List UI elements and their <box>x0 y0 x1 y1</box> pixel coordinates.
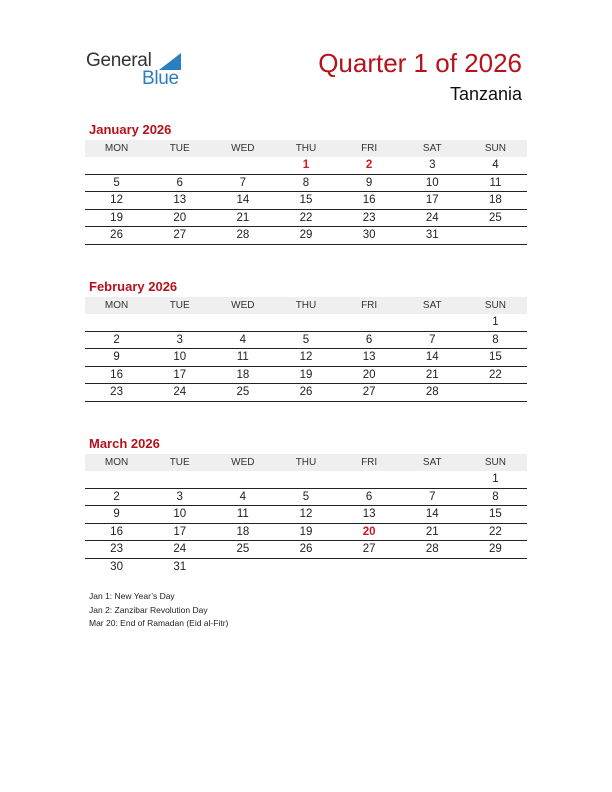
day-cell: 9 <box>113 351 120 363</box>
day-cell: 31 <box>425 229 439 241</box>
weekday-header: MON <box>104 300 129 311</box>
month-name: February 2026 <box>89 279 178 294</box>
weekday-header: WED <box>231 457 255 468</box>
week-row <box>85 524 527 542</box>
day-cell: 7 <box>429 490 436 503</box>
month-february <box>85 279 527 402</box>
day-cell: 11 <box>236 351 249 363</box>
day-cell: 5 <box>113 176 120 189</box>
day-cell <box>85 471 148 488</box>
day-cell: 6 <box>365 490 373 503</box>
weekday-header: THU <box>295 143 317 154</box>
day-cell: 20 <box>362 368 376 381</box>
day-cell: 26 <box>299 386 313 398</box>
day-cell: 27 <box>362 386 376 398</box>
weekday-header: SAT <box>422 457 442 468</box>
day-cell: 26 <box>110 229 123 241</box>
weekday-header: TUE <box>169 457 190 468</box>
day-cell <box>85 314 148 331</box>
month-march <box>85 436 527 576</box>
weekday-header-row <box>85 297 527 314</box>
week-row <box>85 506 527 524</box>
logo-word-blue: Blue <box>142 68 179 89</box>
day-cell <box>148 157 211 174</box>
day-cell: 3 <box>429 159 436 171</box>
day-cell: 28 <box>425 386 439 398</box>
day-cell: 4 <box>239 333 247 346</box>
weekday-header: TUE <box>169 143 190 154</box>
day-cell: 30 <box>362 229 376 241</box>
day-cell <box>274 314 337 331</box>
week-row <box>85 384 527 402</box>
day-cell: 15 <box>489 351 502 363</box>
day-cell: 31 <box>173 560 187 573</box>
day-cell: 23 <box>110 543 123 555</box>
day-cell <box>464 227 527 244</box>
day-cell: 9 <box>365 176 373 189</box>
day-cell: 1 <box>302 159 310 171</box>
day-cell <box>401 471 464 488</box>
day-cell: 18 <box>236 525 250 538</box>
weekday-header: SUN <box>484 300 506 311</box>
day-cell <box>85 157 148 174</box>
day-cell: 10 <box>425 176 439 189</box>
day-cell: 29 <box>489 543 502 555</box>
day-cell: 27 <box>173 229 187 241</box>
day-cell: 17 <box>173 525 187 538</box>
weekday-header-row <box>85 454 527 471</box>
day-cell <box>211 471 274 488</box>
day-cell: 28 <box>425 543 439 555</box>
day-cell: 13 <box>362 351 376 363</box>
weekday-header: MON <box>104 143 129 154</box>
day-cell <box>338 471 401 488</box>
day-cell: 24 <box>173 386 187 398</box>
weekday-header: MON <box>104 457 129 468</box>
week-row <box>85 541 527 559</box>
day-cell: 24 <box>425 211 439 224</box>
day-cell <box>401 559 464 577</box>
week-row <box>85 227 527 245</box>
page-title: Quarter 1 of 2026 <box>318 48 522 78</box>
weekday-header: WED <box>231 143 255 154</box>
weekday-header-row <box>85 140 527 157</box>
day-cell <box>211 314 274 331</box>
month-january <box>85 122 527 245</box>
day-cell <box>401 314 464 331</box>
day-cell: 26 <box>299 543 313 555</box>
weekday-header: FRI <box>361 457 378 468</box>
day-cell: 15 <box>299 194 313 206</box>
week-row <box>85 175 527 193</box>
day-cell: 7 <box>429 333 436 346</box>
day-cell: 1 <box>492 316 499 328</box>
day-cell: 28 <box>236 229 250 241</box>
day-cell: 18 <box>489 194 502 206</box>
day-cell: 24 <box>173 543 187 555</box>
day-cell: 10 <box>173 351 187 363</box>
day-cell: 8 <box>492 333 499 346</box>
day-cell: 5 <box>302 333 310 346</box>
month-name: March 2026 <box>89 436 160 451</box>
day-cell <box>464 559 527 577</box>
day-cell: 13 <box>173 194 187 206</box>
day-cell: 19 <box>299 368 313 381</box>
weekday-header: SUN <box>484 143 506 154</box>
weekday-header: SAT <box>422 143 442 154</box>
day-cell <box>338 559 401 577</box>
day-cell: 14 <box>425 351 439 363</box>
day-cell: 15 <box>489 508 502 520</box>
day-cell: 17 <box>173 368 187 381</box>
day-cell: 17 <box>425 194 439 206</box>
day-cell: 16 <box>110 525 123 538</box>
day-cell: 23 <box>110 386 123 398</box>
weekday-header: TUE <box>169 300 190 311</box>
day-cell <box>338 314 401 331</box>
day-cell: 29 <box>299 229 313 241</box>
day-cell: 3 <box>176 333 183 346</box>
week-row <box>85 314 527 332</box>
day-cell: 11 <box>236 508 249 520</box>
day-cell <box>148 314 211 331</box>
day-cell: 1 <box>492 473 499 485</box>
week-row <box>85 489 527 507</box>
day-cell: 19 <box>110 211 123 224</box>
day-cell: 3 <box>176 490 183 503</box>
day-cell: 21 <box>425 368 439 381</box>
day-cell: 18 <box>236 368 250 381</box>
week-row <box>85 157 527 175</box>
weekday-header: FRI <box>361 143 378 154</box>
day-cell: 22 <box>489 368 502 381</box>
day-cell <box>211 559 274 577</box>
day-cell: 2 <box>113 490 120 503</box>
holiday-note: Mar 20: End of Ramadan (Eid al-Fitr) <box>89 618 229 628</box>
country-name: Tanzania <box>449 84 522 104</box>
day-cell: 7 <box>239 176 247 189</box>
day-cell: 27 <box>362 543 376 555</box>
day-cell: 14 <box>236 194 250 206</box>
day-cell: 12 <box>299 351 313 363</box>
day-cell: 30 <box>110 560 123 573</box>
week-row <box>85 210 527 228</box>
week-row <box>85 349 527 367</box>
day-cell: 22 <box>489 525 502 538</box>
holiday-note: Jan 2: Zanzibar Revolution Day <box>89 604 208 615</box>
holiday-note: Jan 1: New Year’s Day <box>89 591 175 601</box>
day-cell: 10 <box>173 508 187 520</box>
generalblue-logo <box>86 50 196 90</box>
day-cell: 4 <box>492 159 499 171</box>
day-cell: 23 <box>362 211 376 224</box>
day-cell <box>274 559 337 577</box>
weekday-header: THU <box>295 300 317 311</box>
day-cell: 9 <box>113 508 120 520</box>
weekday-header: SAT <box>422 300 442 311</box>
day-cell: 21 <box>236 211 250 224</box>
day-cell: 19 <box>299 525 313 538</box>
day-cell: 2 <box>365 159 373 171</box>
day-cell: 6 <box>176 176 183 189</box>
week-row <box>85 471 527 489</box>
day-cell: 8 <box>492 490 499 503</box>
day-cell <box>148 471 211 488</box>
day-cell: 5 <box>302 490 310 503</box>
day-cell: 22 <box>299 211 313 224</box>
weekday-header: FRI <box>361 300 378 311</box>
day-cell: 8 <box>302 176 310 189</box>
day-cell: 2 <box>113 333 120 346</box>
day-cell: 14 <box>425 508 439 520</box>
week-row <box>85 332 527 350</box>
day-cell: 25 <box>236 543 250 555</box>
day-cell: 16 <box>110 368 123 381</box>
day-cell: 25 <box>236 386 250 398</box>
day-cell: 25 <box>489 211 502 224</box>
week-row <box>85 192 527 210</box>
day-cell <box>211 157 274 174</box>
day-cell <box>464 384 527 401</box>
day-cell: 4 <box>239 490 247 503</box>
weekday-header: SUN <box>484 457 506 468</box>
month-name: January 2026 <box>89 122 172 137</box>
day-cell <box>274 471 337 488</box>
day-cell: 12 <box>110 194 123 206</box>
day-cell: 11 <box>489 176 502 189</box>
weekday-header: THU <box>295 457 317 468</box>
day-cell: 16 <box>362 194 376 206</box>
weekday-header: WED <box>231 300 255 311</box>
day-cell: 20 <box>173 211 187 224</box>
logo-word-general: General <box>86 50 152 71</box>
day-cell: 12 <box>299 508 313 520</box>
day-cell: 13 <box>362 508 376 520</box>
day-cell: 20 <box>362 525 376 538</box>
week-row <box>85 559 527 577</box>
holiday-notes <box>89 590 228 631</box>
day-cell: 6 <box>365 333 373 346</box>
day-cell: 21 <box>425 525 439 538</box>
week-row <box>85 367 527 385</box>
